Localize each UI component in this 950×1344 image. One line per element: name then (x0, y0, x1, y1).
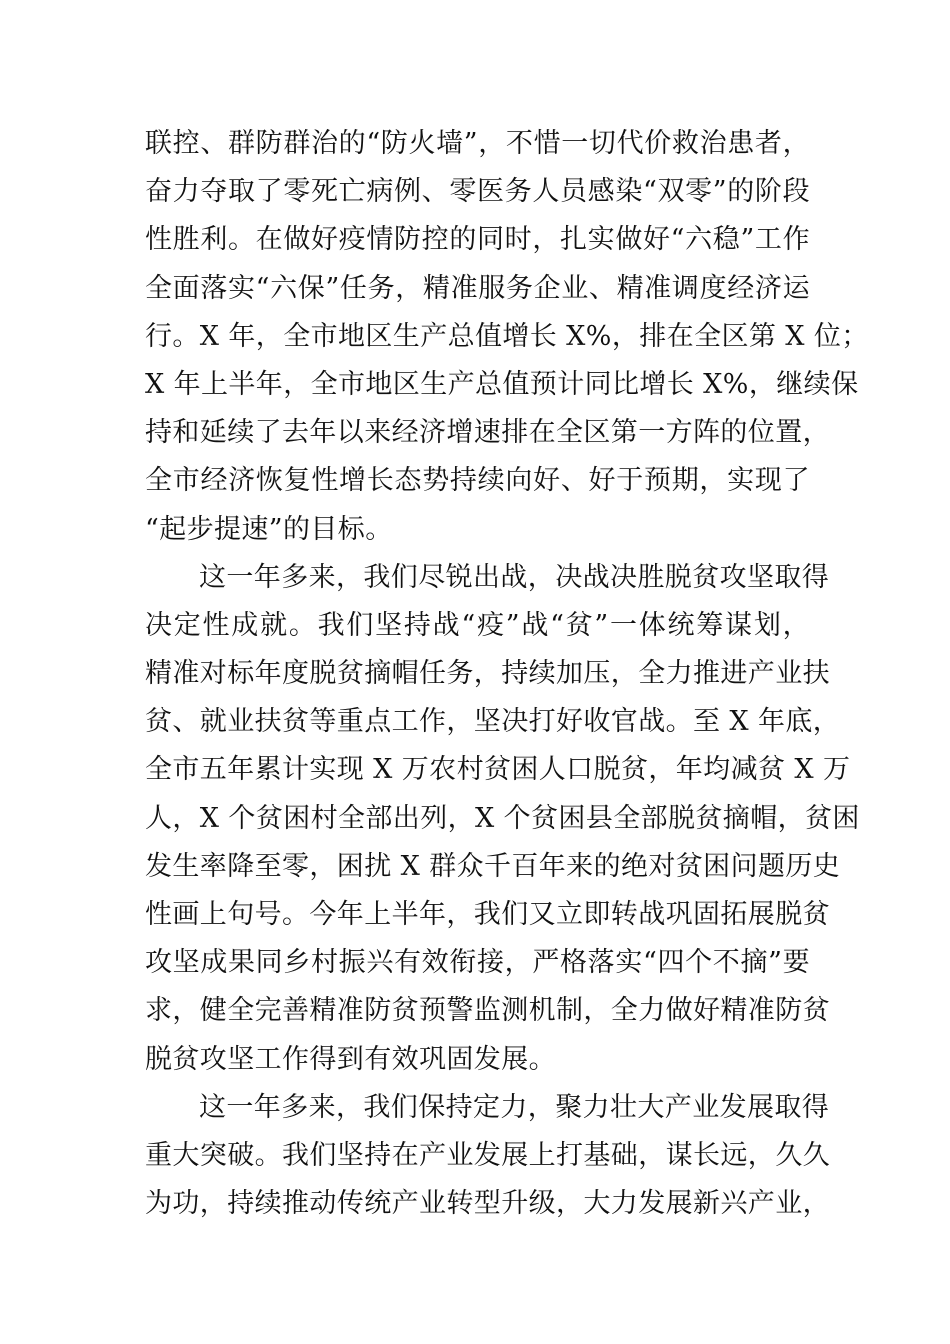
paragraph-line: 持和延续了去年以来经济增速排在全区第一方阵的位置， (145, 417, 830, 449)
paragraph-line: 为功，持续推动传统产业转型升级，大力发展新兴产业， (145, 1188, 830, 1220)
paragraph-line: 决定性成就。我们坚持战“疫”战“贫”一体统筹谋划， (145, 609, 810, 641)
paragraph-line: 这一年多来，我们尽锐出战，决战决胜脱贫攻坚取得 (199, 561, 830, 593)
paragraph-line: 贫、就业扶贫等重点工作，坚决打好收官战。至 X 年底， (145, 706, 841, 738)
paragraph-line: 性画上句号。今年上半年，我们又立即转战巩固拓展脱贫 (145, 899, 830, 930)
paragraph-line: “起步提速”的目标。 (145, 513, 393, 545)
paragraph-line: 行。X 年，全市地区生产总值增长 X%，排在全区第 X 位； (145, 320, 869, 352)
paragraph-line: 联控、群防群治的“防火墙”，不惜一切代价救治患者， (145, 128, 810, 159)
paragraph-line: 求，健全完善精准防贫预警监测机制，全力做好精准防贫 (145, 995, 830, 1027)
paragraph-line: X 年上半年，全市地区生产总值预计同比增长 X%，继续保 (145, 368, 859, 400)
paragraph-line: 全市经济恢复性增长态势持续向好、好于预期，实现了 (145, 465, 810, 497)
paragraph-line: 攻坚成果同乡村振兴有效衔接，严格落实“四个不摘”要 (145, 947, 810, 979)
paragraph-line: 精准对标年度脱贫摘帽任务，持续加压，全力推进产业扶 (145, 658, 830, 690)
paragraph-line: 这一年多来，我们保持定力，聚力壮大产业发展取得 (199, 1091, 830, 1123)
paragraph-line: 全市五年累计实现 X 万农村贫困人口脱贫，年均减贫 X 万 (145, 754, 851, 786)
paragraph-line: 奋力夺取了零死亡病例、零医务人员感染“双零”的阶段 (145, 176, 810, 208)
paragraph-line: 重大突破。我们坚持在产业发展上打基础，谋长远，久久 (145, 1139, 830, 1171)
paragraph-line: 人，X 个贫困村全部出列，X 个贫困县全部脱贫摘帽，贫困 (145, 802, 860, 834)
paragraph-line: 发生率降至零，困扰 X 群众千百年来的绝对贫困问题历史 (145, 850, 841, 882)
paragraph-line: 性胜利。在做好疫情防控的同时，扎实做好“六稳”工作 (145, 224, 810, 256)
document-body (145, 120, 869, 1228)
paragraph-line: 全面落实“六保”任务，精准服务企业、精准调度经济运 (145, 272, 810, 304)
paragraph-line: 脱贫攻坚工作得到有效巩固发展。 (145, 1043, 556, 1075)
